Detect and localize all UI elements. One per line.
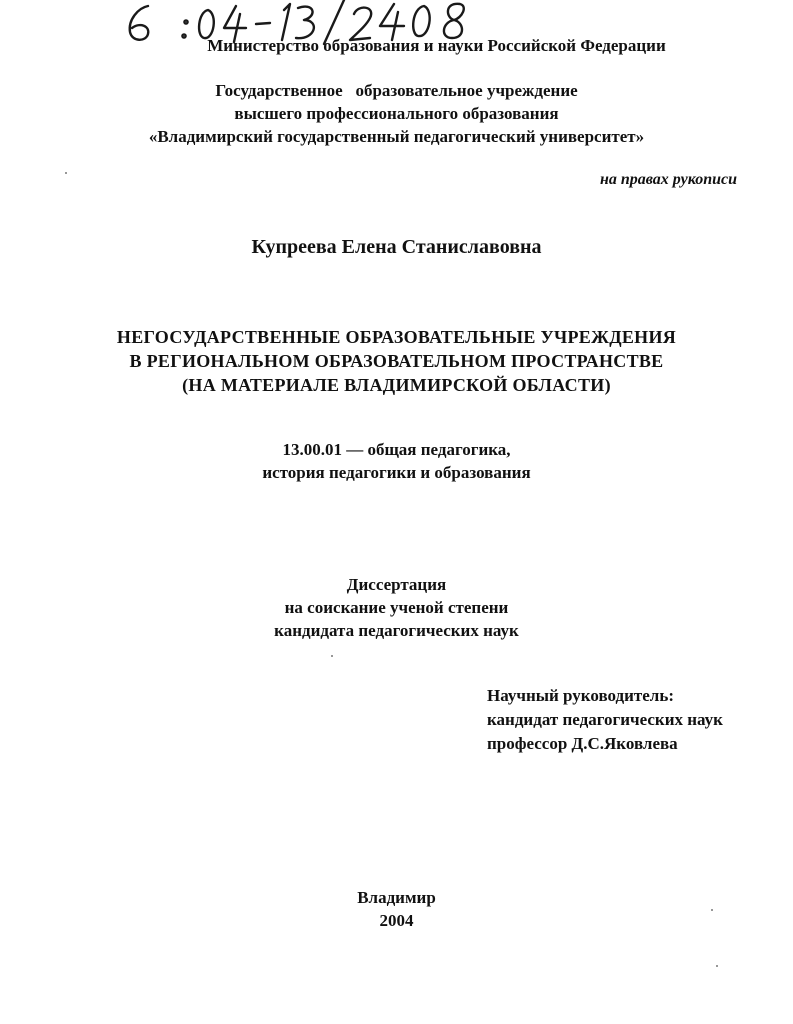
degree-line-1: Диссертация <box>346 575 447 594</box>
institution-line-2: высшего профессионального образования <box>234 104 559 123</box>
city-year-block <box>0 886 793 932</box>
scan-speck <box>65 172 67 174</box>
supervisor-line-3: профессор Д.С.Яковлева <box>487 734 678 753</box>
supervisor-block <box>487 684 723 756</box>
specialty-line-2: история педагогики и образования <box>262 463 531 482</box>
supervisor-line-1: Научный руководитель: <box>487 686 674 705</box>
degree-block <box>0 573 793 642</box>
author-name: Купреева Елена Станиславовна <box>251 236 542 258</box>
dissertation-title <box>0 325 793 397</box>
specialty-block <box>0 438 793 484</box>
title-line-3: (НА МАТЕРИАЛЕ ВЛАДИМИРСКОЙ ОБЛАСТИ) <box>182 375 611 395</box>
scan-speck <box>711 909 713 911</box>
title-line-1: НЕГОСУДАРСТВЕННЫЕ ОБРАЗОВАТЕЛЬНЫЕ УЧРЕЖДЕНИЯ <box>116 327 677 347</box>
city: Владимир <box>357 888 436 907</box>
institution-line-1: Государственное образовательное учреждение <box>215 81 578 100</box>
year: 2004 <box>379 911 414 930</box>
institution-block <box>0 79 793 148</box>
scan-speck <box>331 655 333 657</box>
degree-line-2: на соискание ученой степени <box>284 598 509 617</box>
title-line-2: В РЕГИОНАЛЬНОМ ОБРАЗОВАТЕЛЬНОМ ПРОСТРАНСТВЕ <box>129 351 664 371</box>
supervisor-line-2: кандидат педагогических наук <box>487 710 723 729</box>
specialty-line-1: 13.00.01 — общая педагогика, <box>282 440 511 459</box>
institution-line-3: «Владимирский государственный педагогический университет» <box>148 127 645 146</box>
ministry-line <box>40 34 793 57</box>
manuscript-note: на правах рукописи <box>599 171 737 188</box>
ministry-text: Министерство образования и науки Российской Федерации <box>207 36 666 55</box>
degree-line-3: кандидата педагогических наук <box>274 621 519 640</box>
scan-speck <box>716 965 718 967</box>
